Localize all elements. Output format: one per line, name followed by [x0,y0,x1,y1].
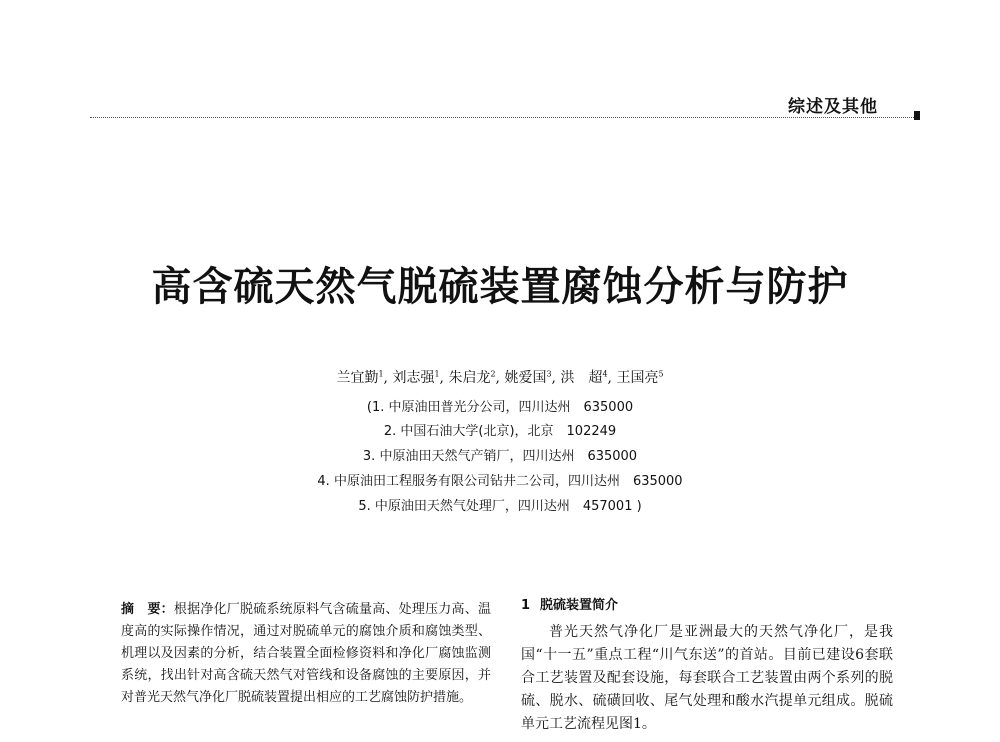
affiliation-2: 2. 中国石油大学(北京)，北京 102249 [383,424,617,439]
section-title: 脱硫装置简介 [540,598,619,613]
article-title: 高含硫天然气脱硫装置腐蚀分析与防护 [151,263,849,310]
author: 朱启龙$^2$ [448,369,496,386]
author: 姚爱国$^3$ [504,369,552,386]
section-number: 1 [521,598,531,613]
author: 王国亮$^5$ [616,369,664,386]
section-body: 普光天然气净化厂是亚洲最大的天然气净化厂，是我国“十一五”重点工程“川气东送”的首站。目前已建设6套联合工艺装置及配套设施，每套联合工艺装置由两个系列的脱硫、脱水、硫磺回收、尾气处理和酸水汽提单元组成。脱硫单元工艺流程见图1。 [521,624,893,732]
affiliation-5: 5. 中原油田天然气处理厂，四川达州 457001 ) [358,499,642,514]
author: 兰宜勤$^1$ [336,369,384,386]
section-heading [521,596,893,616]
header-rule [90,117,916,118]
affiliation-3: 3. 中原油田天然气产销厂，四川达州 635000 [362,449,638,464]
section-tag: 综述及其他 [784,92,882,117]
abstract-text: 根据净化厂脱硫系统原料气含硫量高、处理压力高、温度高的实际操作情况，通过对脱硫单元的腐蚀介质和腐蚀类型、机理以及因素的分析，结合装置全面检修资料和净化厂腐蚀监测系统，找出针对高含硫天然气对管线和设备腐蚀的主要原因，并对普光天然气净化厂脱硫装置提出相应的工艺腐蚀防护措施。 [121,602,491,705]
author: 刘志强$^1$ [392,369,440,386]
author-list: 兰宜勤$^1$, 刘志强$^1$, 朱启龙$^2$, 姚爱国$^3$, 洪 超$^4$, 王国亮$^5$ [336,369,664,386]
abstract [121,599,491,709]
affiliation-1: (1. 中原油田普光分公司，四川达州 635000 [366,400,634,415]
affiliation-4: 4. 中原油田工程服务有限公司钻井二公司，四川达州 635000 [317,474,683,489]
section-1 [521,596,893,736]
author: 洪 超$^4$ [560,369,608,386]
abstract-label: 摘 要： [121,602,174,617]
header-square-mark [914,111,920,120]
